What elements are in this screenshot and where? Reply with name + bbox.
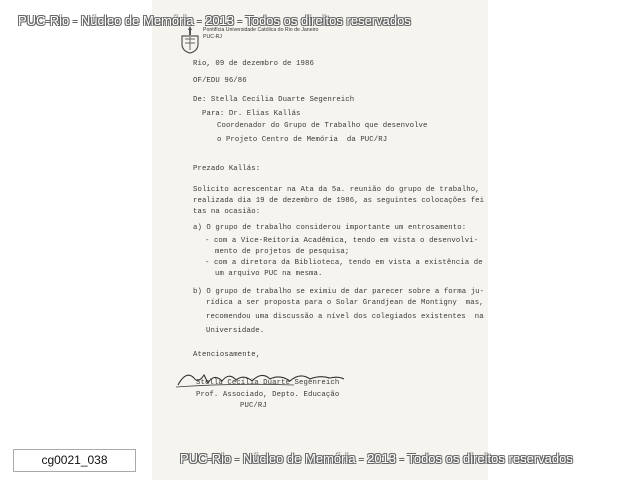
letter-item-b-cont: rídica a ser proposta para o Solar Grandjean de Montigny mas, bbox=[206, 299, 484, 307]
letter-salutation: Prezado Kallás: bbox=[193, 165, 261, 173]
letter-item-b: b) O grupo de trabalho se eximiu de dar parecer sobre a forma ju- bbox=[193, 288, 485, 296]
letter-item-a2-cont: um arquivo PUC na mesma. bbox=[215, 270, 323, 278]
letterhead-abbrev: PUC-RJ bbox=[203, 34, 223, 40]
letter-item-b-cont: Universidade. bbox=[206, 327, 265, 335]
document-id-label: cg0021_038 bbox=[13, 449, 136, 472]
letter-date: Rio, 09 de dezembro de 1986 bbox=[193, 60, 314, 68]
letter-to-line2: Coordenador do Grupo de Trabalho que desenvolve bbox=[217, 122, 428, 130]
letter-from: De: Stella Cecília Duarte Segenreich bbox=[193, 96, 355, 104]
letterhead-university: Pontifícia Universidade Católica do Rio de Janeiro bbox=[203, 27, 319, 33]
letter-to: Para: Dr. Elias Kallás bbox=[202, 110, 301, 118]
signatory-title: Prof. Associado, Depto. Educação bbox=[196, 391, 340, 399]
letter-item-a1: - com a Vice-Reitoria Acadêmica, tendo em vista o desenvolvi- bbox=[205, 237, 479, 245]
letter-body-line: Solicito acrescentar na Ata da 5a. reunião do grupo de trabalho, bbox=[193, 186, 480, 194]
letter-item-a: a) O grupo de trabalho considerou importante um entrosamento: bbox=[193, 224, 467, 232]
letter-item-b-cont: recomendou uma discussão a nível dos colegiados existentes na bbox=[206, 313, 484, 321]
letter-item-a2: - com a diretora da Biblioteca, tendo em vista a existência de bbox=[205, 259, 483, 267]
letter-closing: Atenciosamente, bbox=[193, 351, 261, 359]
watermark-top: PUC-Rio - Núcleo de Memória - 2013 - Todos os direitos reservados bbox=[18, 13, 411, 28]
watermark-bottom: PUC-Rio - Núcleo de Memória - 2013 - Todos os direitos reservados bbox=[180, 451, 573, 466]
letter-body-line: tas na ocasião: bbox=[193, 208, 261, 216]
letter-body-line: realizada dia 19 de dezembro de 1986, as seguintes colocações fei bbox=[193, 197, 485, 205]
university-crest-icon bbox=[179, 24, 201, 54]
letter-to-line3: o Projeto Centro de Memória da PUC/RJ bbox=[217, 136, 388, 144]
letter-reference: OF/EDU 96/86 bbox=[193, 77, 247, 85]
signatory-institution: PUC/RJ bbox=[240, 402, 267, 410]
letter-item-a1-cont: mento de projetos de pesquisa; bbox=[215, 248, 350, 256]
signatory-name: Stella Cecília Duarte Segenreich bbox=[196, 379, 340, 387]
